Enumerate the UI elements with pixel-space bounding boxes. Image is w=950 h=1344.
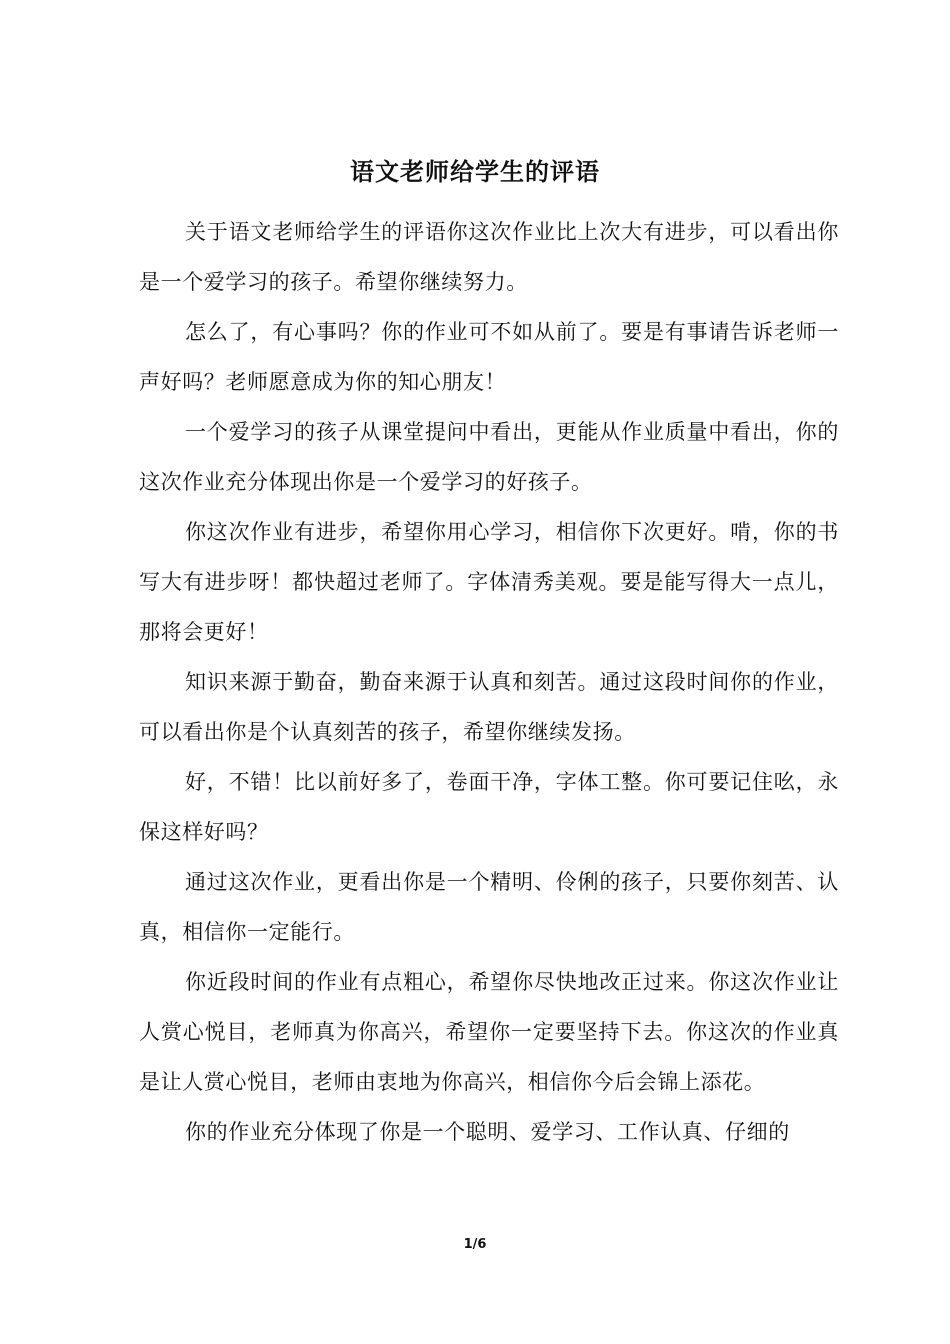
- paragraph-6: 好，不错！比以前好多了，卷面干净，字体工整。你可要记住吆，永保这样好吗？: [139, 770, 839, 844]
- paragraph-1: 关于语文老师给学生的评语你这次作业比上次大有进步，可以看出你是一个爱学习的孩子。希望你继续努力。: [139, 220, 839, 294]
- paragraph-3: 一个爱学习的孩子从课堂提问中看出，更能从作业质量中看出，你的这次作业充分体现出你是一个爱学习的好孩子。: [139, 420, 839, 494]
- paragraph-7: 通过这次作业，更看出你是一个精明、伶俐的孩子，只要你刻苦、认真，相信你一定能行。: [139, 870, 839, 944]
- paragraph-9: 你的作业充分体现了你是一个聪明、爱学习、工作认真、仔细的: [185, 1120, 790, 1144]
- paragraph-5: 知识来源于勤奋，勤奋来源于认真和刻苦。通过这段时间你的作业，可以看出你是个认真刻苦的孩子，希望你继续发扬。: [139, 670, 839, 744]
- paragraph-4: 你这次作业有进步，希望你用心学习，相信你下次更好。啃，你的书写大有进步呀！都快超过老师了。字体清秀美观。要是能写得大一点儿，那将会更好！: [139, 520, 839, 644]
- paragraph-2: 怎么了，有心事吗？你的作业可不如从前了。要是有事请告诉老师一声好吗？老师愿意成为你的知心朋友！: [139, 320, 839, 394]
- paragraph-8: 你近段时间的作业有点粗心，希望你尽快地改正过来。你这次作业让人赏心悦目，老师真为你高兴，希望你一定要坚持下去。你这次的作业真是让人赏心悦目，老师由衷地为你高兴，相信你今后会锦上添花。: [139, 970, 839, 1094]
- page-number: 1/6: [463, 1237, 487, 1252]
- document-body: [139, 207, 839, 1157]
- document-title: 语文老师给学生的评语: [350, 158, 600, 187]
